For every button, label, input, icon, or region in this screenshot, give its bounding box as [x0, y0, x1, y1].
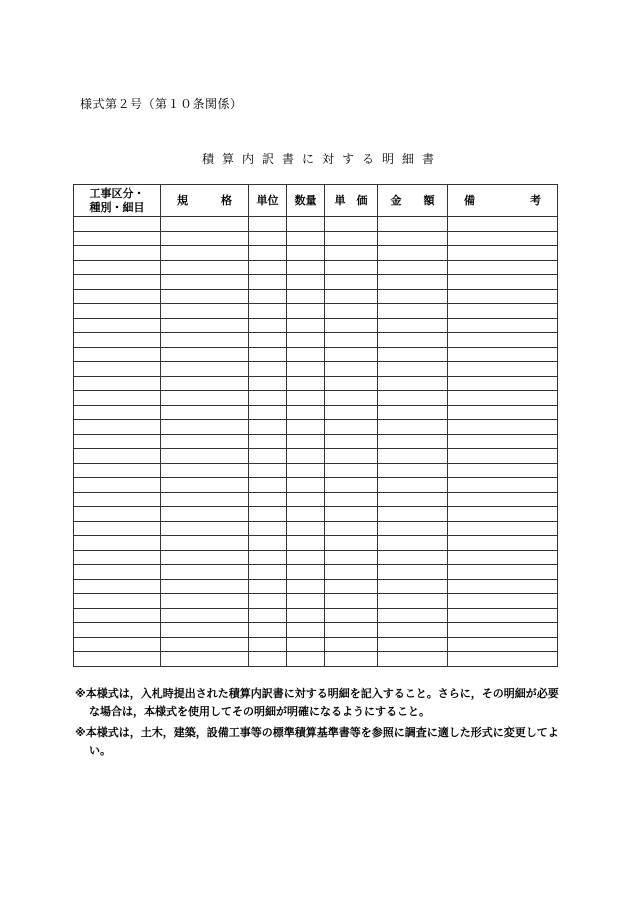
table-cell	[249, 391, 287, 406]
table-row	[74, 347, 558, 362]
table-cell	[287, 246, 325, 261]
table-cell	[448, 623, 558, 638]
table-cell	[287, 478, 325, 493]
table-cell	[325, 347, 378, 362]
table-cell	[249, 463, 287, 478]
table-cell	[249, 637, 287, 652]
table-row	[74, 492, 558, 507]
table-cell	[448, 463, 558, 478]
table-cell	[378, 637, 448, 652]
header-amount: 金 額	[378, 185, 448, 217]
table-cell	[448, 536, 558, 551]
table-row	[74, 608, 558, 623]
table-cell	[74, 492, 161, 507]
table-cell	[378, 536, 448, 551]
table-cell	[161, 507, 249, 522]
table-cell	[287, 550, 325, 565]
header-unit-price: 単 価	[325, 185, 378, 217]
table-row	[74, 623, 558, 638]
table-cell	[287, 231, 325, 246]
table-cell	[287, 463, 325, 478]
table-cell	[448, 246, 558, 261]
table-cell	[249, 550, 287, 565]
table-cell	[378, 217, 448, 232]
table-cell	[74, 304, 161, 319]
table-row	[74, 260, 558, 275]
table-cell	[448, 420, 558, 435]
table-cell	[249, 478, 287, 493]
table-cell	[378, 362, 448, 377]
table-cell	[448, 637, 558, 652]
table-cell	[74, 449, 161, 464]
table-cell	[74, 362, 161, 377]
table-cell	[287, 333, 325, 348]
table-cell	[378, 318, 448, 333]
table-cell	[448, 304, 558, 319]
table-cell	[161, 376, 249, 391]
table-cell	[378, 289, 448, 304]
table-row	[74, 434, 558, 449]
table-cell	[74, 463, 161, 478]
table-cell	[74, 521, 161, 536]
table-cell	[249, 275, 287, 290]
table-cell	[448, 289, 558, 304]
table-row	[74, 521, 558, 536]
table-cell	[74, 246, 161, 261]
table-cell	[74, 623, 161, 638]
table-cell	[249, 623, 287, 638]
table-cell	[378, 623, 448, 638]
table-cell	[325, 536, 378, 551]
table-cell	[448, 478, 558, 493]
table-cell	[287, 391, 325, 406]
table-cell	[448, 521, 558, 536]
table-cell	[325, 492, 378, 507]
table-row	[74, 318, 558, 333]
table-cell	[74, 289, 161, 304]
table-cell	[378, 434, 448, 449]
table-cell	[378, 565, 448, 580]
table-cell	[287, 623, 325, 638]
table-row	[74, 550, 558, 565]
header-work-category	[74, 185, 161, 217]
table-cell	[249, 217, 287, 232]
table-cell	[74, 579, 161, 594]
table-cell	[74, 550, 161, 565]
table-cell	[325, 608, 378, 623]
table-cell	[378, 463, 448, 478]
table-cell	[287, 347, 325, 362]
table-cell	[161, 492, 249, 507]
table-cell	[74, 420, 161, 435]
table-cell	[287, 521, 325, 536]
table-cell	[74, 536, 161, 551]
table-row	[74, 449, 558, 464]
table-cell	[74, 434, 161, 449]
table-cell	[325, 275, 378, 290]
table-cell	[378, 608, 448, 623]
table-cell	[287, 318, 325, 333]
table-row	[74, 405, 558, 420]
table-cell	[448, 318, 558, 333]
document-title: 積算内訳書に対する明細書	[201, 152, 442, 166]
table-cell	[161, 347, 249, 362]
table-cell	[287, 594, 325, 609]
table-cell	[74, 333, 161, 348]
table-cell	[325, 594, 378, 609]
table-cell	[378, 449, 448, 464]
table-cell	[74, 391, 161, 406]
table-cell	[325, 434, 378, 449]
table-cell	[249, 246, 287, 261]
table-cell	[287, 405, 325, 420]
table-cell	[249, 579, 287, 594]
table-cell	[378, 347, 448, 362]
table-row	[74, 304, 558, 319]
table-cell	[287, 492, 325, 507]
table-cell	[74, 231, 161, 246]
table-cell	[249, 289, 287, 304]
table-cell	[378, 652, 448, 667]
table-cell	[325, 652, 378, 667]
table-cell	[161, 434, 249, 449]
table-cell	[325, 550, 378, 565]
table-cell	[448, 652, 558, 667]
table-cell	[249, 536, 287, 551]
table-cell	[378, 550, 448, 565]
table-cell	[161, 275, 249, 290]
table-cell	[74, 637, 161, 652]
table-cell	[448, 376, 558, 391]
table-cell	[325, 260, 378, 275]
table-cell	[74, 478, 161, 493]
table-cell	[325, 463, 378, 478]
table-cell	[161, 608, 249, 623]
table-cell	[74, 594, 161, 609]
table-cell	[161, 478, 249, 493]
table-cell	[448, 449, 558, 464]
table-cell	[325, 565, 378, 580]
table-cell	[378, 594, 448, 609]
table-cell	[249, 376, 287, 391]
header-remarks: 備 考	[448, 185, 558, 217]
table-cell	[448, 333, 558, 348]
table-cell	[161, 304, 249, 319]
table-cell	[287, 275, 325, 290]
table-cell	[448, 579, 558, 594]
table-cell	[161, 405, 249, 420]
table-cell	[249, 565, 287, 580]
table-cell	[378, 275, 448, 290]
table-cell	[448, 608, 558, 623]
table-cell	[378, 420, 448, 435]
table-cell	[161, 391, 249, 406]
table-cell	[448, 217, 558, 232]
table-row	[74, 536, 558, 551]
detail-table	[73, 184, 558, 667]
table-cell	[249, 594, 287, 609]
table-cell	[378, 391, 448, 406]
table-row	[74, 391, 558, 406]
table-cell	[161, 565, 249, 580]
table-cell	[325, 391, 378, 406]
table-cell	[448, 550, 558, 565]
table-cell	[287, 420, 325, 435]
table-cell	[448, 231, 558, 246]
table-cell	[325, 289, 378, 304]
table-cell	[74, 507, 161, 522]
table-cell	[161, 246, 249, 261]
table-cell	[448, 594, 558, 609]
table-cell	[249, 304, 287, 319]
table-cell	[325, 579, 378, 594]
table-cell	[249, 420, 287, 435]
header-unit: 単位	[249, 185, 287, 217]
table-row	[74, 507, 558, 522]
table-cell	[287, 579, 325, 594]
table-cell	[249, 318, 287, 333]
table-cell	[287, 217, 325, 232]
table-cell	[448, 507, 558, 522]
table-cell	[249, 405, 287, 420]
note-1: ※本様式は，入札時提出された積算内訳書に対する明細を記入すること。さらに，その明細が必要な場合は，本様式を使用してその明細が明確になるようにすること。	[75, 687, 559, 718]
header-quantity: 数量	[287, 185, 325, 217]
table-cell	[448, 347, 558, 362]
table-cell	[378, 376, 448, 391]
table-row	[74, 362, 558, 377]
table-cell	[378, 579, 448, 594]
table-cell	[161, 449, 249, 464]
table-cell	[287, 376, 325, 391]
table-cell	[287, 507, 325, 522]
table-cell	[378, 260, 448, 275]
table-cell	[378, 304, 448, 319]
table-cell	[74, 275, 161, 290]
table-cell	[378, 333, 448, 348]
table-cell	[325, 318, 378, 333]
table-cell	[325, 420, 378, 435]
table-cell	[325, 304, 378, 319]
table-cell	[74, 652, 161, 667]
table-cell	[161, 362, 249, 377]
table-cell	[448, 362, 558, 377]
table-cell	[74, 347, 161, 362]
table-cell	[287, 434, 325, 449]
table-cell	[325, 246, 378, 261]
table-cell	[287, 449, 325, 464]
table-cell	[325, 376, 378, 391]
table-cell	[325, 231, 378, 246]
table-row	[74, 289, 558, 304]
notes	[75, 685, 565, 763]
table-cell	[287, 260, 325, 275]
table-cell	[161, 579, 249, 594]
table-cell	[378, 492, 448, 507]
table-cell	[249, 521, 287, 536]
table-cell	[74, 405, 161, 420]
table-cell	[249, 362, 287, 377]
table-cell	[161, 521, 249, 536]
table-cell	[325, 478, 378, 493]
table-cell	[161, 463, 249, 478]
table-cell	[249, 449, 287, 464]
table-row	[74, 478, 558, 493]
table-row	[74, 565, 558, 580]
table-cell	[161, 333, 249, 348]
table-cell	[287, 652, 325, 667]
table-cell	[325, 507, 378, 522]
table-cell	[74, 217, 161, 232]
table-cell	[287, 637, 325, 652]
table-row	[74, 463, 558, 478]
table-row	[74, 231, 558, 246]
table-cell	[161, 594, 249, 609]
table-row	[74, 637, 558, 652]
table-cell	[249, 434, 287, 449]
table-cell	[161, 289, 249, 304]
table-row	[74, 275, 558, 290]
table-cell	[249, 347, 287, 362]
table-body	[74, 217, 558, 667]
table-cell	[161, 637, 249, 652]
table-cell	[448, 492, 558, 507]
table-row	[74, 652, 558, 667]
table-cell	[161, 420, 249, 435]
table-header-row	[74, 185, 558, 217]
form-number: 様式第２号（第１０条関係）	[80, 97, 243, 111]
table-cell	[249, 231, 287, 246]
table-row	[74, 217, 558, 232]
table-cell	[325, 405, 378, 420]
table-cell	[448, 565, 558, 580]
table-cell	[249, 260, 287, 275]
table-cell	[249, 608, 287, 623]
table-cell	[448, 275, 558, 290]
note-2: ※本様式は，土木，建築，設備工事等の標準積算基準書等を参照に調査に適した形式に変更してよい。	[75, 726, 559, 757]
table-cell	[448, 391, 558, 406]
table-cell	[74, 260, 161, 275]
table-cell	[325, 217, 378, 232]
table-cell	[249, 507, 287, 522]
table-row	[74, 376, 558, 391]
table-cell	[161, 652, 249, 667]
table-cell	[249, 652, 287, 667]
table-cell	[161, 536, 249, 551]
table-cell	[448, 405, 558, 420]
table-cell	[74, 608, 161, 623]
table-cell	[287, 565, 325, 580]
table-cell	[325, 637, 378, 652]
table-row	[74, 579, 558, 594]
table-row	[74, 594, 558, 609]
table-cell	[378, 405, 448, 420]
table-cell	[378, 231, 448, 246]
table-cell	[378, 507, 448, 522]
table-cell	[74, 376, 161, 391]
table-cell	[161, 260, 249, 275]
table-cell	[161, 231, 249, 246]
table-cell	[249, 333, 287, 348]
table-cell	[287, 536, 325, 551]
table-cell	[287, 304, 325, 319]
table-cell	[325, 623, 378, 638]
table-row	[74, 333, 558, 348]
header-work-category-line2: 種別・細目	[89, 200, 145, 214]
table-cell	[378, 246, 448, 261]
table-cell	[378, 478, 448, 493]
table-cell	[448, 260, 558, 275]
table-cell	[161, 217, 249, 232]
header-specification: 規 格	[161, 185, 249, 217]
table-cell	[325, 362, 378, 377]
table-cell	[287, 608, 325, 623]
table-cell	[161, 318, 249, 333]
table-row	[74, 420, 558, 435]
table-cell	[161, 623, 249, 638]
table-row	[74, 246, 558, 261]
table-cell	[325, 333, 378, 348]
table-cell	[74, 318, 161, 333]
table-cell	[161, 550, 249, 565]
header-work-category-line1: 工事区分・	[89, 186, 145, 200]
table-cell	[325, 449, 378, 464]
table-cell	[378, 521, 448, 536]
table-cell	[448, 434, 558, 449]
table-cell	[249, 492, 287, 507]
table-cell	[74, 565, 161, 580]
table-cell	[287, 362, 325, 377]
table-cell	[287, 289, 325, 304]
table-cell	[325, 521, 378, 536]
